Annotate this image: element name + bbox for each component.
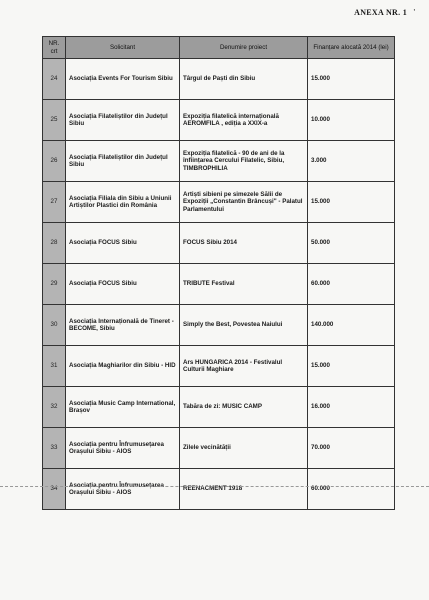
row-applicant: Asociația Music Camp International, Brașov bbox=[66, 387, 180, 428]
row-applicant: Asociația Filateliștilor din Județul Sibiu bbox=[66, 141, 180, 182]
row-nr: 33 bbox=[43, 428, 66, 469]
row-project: Artiști sibieni pe simezele Sălii de Expoziții „Constantin Brâncuși" - Palatul Parlamentului bbox=[180, 182, 308, 223]
row-project: Ars HUNGARICA 2014 - Festivalul Culturii Maghiare bbox=[180, 346, 308, 387]
annex-title: ANEXA NR. 1 bbox=[354, 8, 407, 17]
row-nr: 29 bbox=[43, 264, 66, 305]
row-funding: 60.000 bbox=[308, 469, 395, 510]
row-funding: 15.000 bbox=[308, 59, 395, 100]
table-row bbox=[43, 428, 395, 469]
row-funding: 140.000 bbox=[308, 305, 395, 346]
row-nr: 30 bbox=[43, 305, 66, 346]
row-applicant: Asociația pentru Înfrumusețarea Orașului Sibiu - AIOS bbox=[66, 469, 180, 510]
row-project: TRIBUTE Festival bbox=[180, 264, 308, 305]
row-project: Târgul de Paști din Sibiu bbox=[180, 59, 308, 100]
row-funding: 70.000 bbox=[308, 428, 395, 469]
row-applicant: Asociația Filiala din Sibiu a Uniunii Artiștilor Plastici din România bbox=[66, 182, 180, 223]
table-row bbox=[43, 469, 395, 510]
header-project: Denumire proiect bbox=[180, 37, 308, 59]
header-applicant: Solicitant bbox=[66, 37, 180, 59]
table-row bbox=[43, 305, 395, 346]
row-applicant: Asociația Filateliștilor din Județul Sibiu bbox=[66, 100, 180, 141]
row-funding: 60.000 bbox=[308, 264, 395, 305]
scan-dash-line bbox=[0, 486, 429, 488]
table-row bbox=[43, 59, 395, 100]
header-nr: NR. crt bbox=[43, 37, 66, 59]
table-row bbox=[43, 346, 395, 387]
row-project: Tabăra de zi: MUSIC CAMP bbox=[180, 387, 308, 428]
row-applicant: Asociația Maghiarilor din Sibiu - HID bbox=[66, 346, 180, 387]
row-project: Simply the Best, Povestea Naiului bbox=[180, 305, 308, 346]
row-project: REENACMENT 1918 bbox=[180, 469, 308, 510]
header-funding: Finanțare alocată 2014 (lei) bbox=[308, 37, 395, 59]
table-row bbox=[43, 100, 395, 141]
row-funding: 50.000 bbox=[308, 223, 395, 264]
row-project: FOCUS Sibiu 2014 bbox=[180, 223, 308, 264]
row-nr: 24 bbox=[43, 59, 66, 100]
row-project: Expoziția filatelică internațională AEROMFILA , ediția a XXIX-a bbox=[180, 100, 308, 141]
row-nr: 28 bbox=[43, 223, 66, 264]
row-applicant: Asociația FOCUS Sibiu bbox=[66, 264, 180, 305]
table-row bbox=[43, 264, 395, 305]
row-nr: 25 bbox=[43, 100, 66, 141]
row-funding: 15.000 bbox=[308, 182, 395, 223]
table-row bbox=[43, 141, 395, 182]
table-row bbox=[43, 223, 395, 264]
row-applicant: Asociația FOCUS Sibiu bbox=[66, 223, 180, 264]
row-nr: 27 bbox=[43, 182, 66, 223]
table-row bbox=[43, 182, 395, 223]
row-project: Expoziția filatelică - 90 de ani de la înființarea Cercului Filatelic, Sibiu, TIMBROPHILIA bbox=[180, 141, 308, 182]
table-body bbox=[43, 59, 395, 510]
row-applicant: Asociația Internațională de Tineret - BECOME, Sibiu bbox=[66, 305, 180, 346]
table-row bbox=[43, 387, 395, 428]
row-nr: 26 bbox=[43, 141, 66, 182]
table-header-row bbox=[43, 37, 395, 59]
row-applicant: Asociația Events For Tourism Sibiu bbox=[66, 59, 180, 100]
row-nr: 34 bbox=[43, 469, 66, 510]
row-nr: 31 bbox=[43, 346, 66, 387]
row-funding: 10.000 bbox=[308, 100, 395, 141]
funding-table bbox=[42, 36, 395, 510]
annex-mark: ' bbox=[413, 8, 415, 17]
row-project: Zilele vecinătății bbox=[180, 428, 308, 469]
row-nr: 32 bbox=[43, 387, 66, 428]
row-funding: 3.000 bbox=[308, 141, 395, 182]
row-funding: 16.000 bbox=[308, 387, 395, 428]
row-applicant: Asociația pentru Înfrumusețarea Orașului Sibiu - AIOS bbox=[66, 428, 180, 469]
row-funding: 15.000 bbox=[308, 346, 395, 387]
